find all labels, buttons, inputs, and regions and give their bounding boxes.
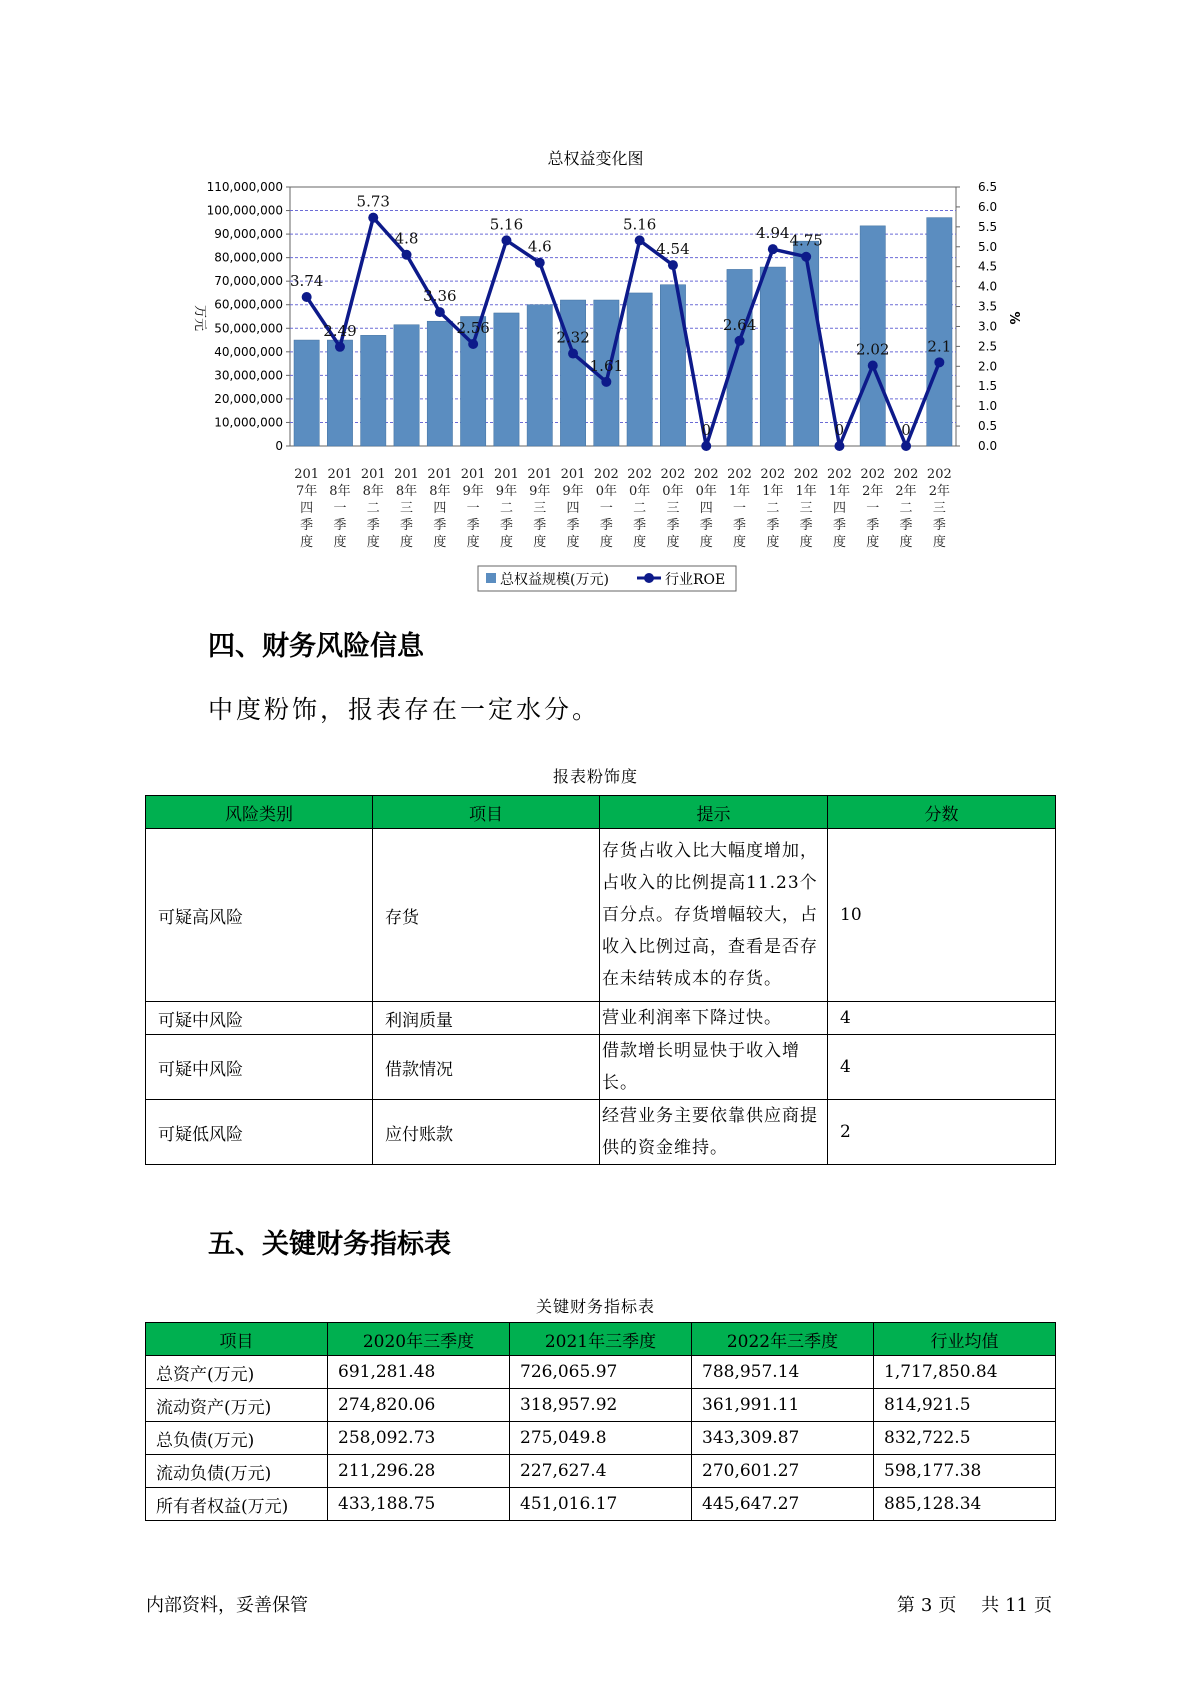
key-table-caption: 关键财务指标表: [535, 1297, 655, 1316]
footer-confidential: 内部资料，妥善保管: [146, 1595, 308, 1616]
table-row: [146, 829, 1056, 1002]
roe-point: [601, 377, 611, 387]
risk-item: 借款情况: [373, 1035, 600, 1100]
y2-tick-label: 2.5: [978, 339, 998, 354]
bar-equity: [727, 269, 752, 446]
bar-equity: [560, 300, 585, 446]
metric-value: 598,177.38: [874, 1455, 1056, 1488]
roe-data-label: 4.54: [656, 240, 690, 259]
y2-tick-label: 4.5: [978, 259, 998, 274]
x-tick-label: 202 0年一季度: [593, 467, 619, 550]
risk-item: 存货: [373, 829, 600, 1002]
metric-value: 814,921.5: [874, 1389, 1056, 1422]
metric-name: 流动负债(万元): [146, 1455, 328, 1488]
header-cell: 风险类别: [146, 796, 373, 829]
x-tick-label: 202 1年二季度: [760, 467, 786, 550]
y-tick-label: 40,000,000: [214, 344, 283, 359]
page-total: 11: [1005, 1595, 1028, 1616]
metric-value: 361,991.11: [692, 1389, 874, 1422]
risk-hint: 营业利润率下降过快。: [600, 1002, 828, 1035]
x-tick-label: 201 9年一季度: [460, 467, 486, 550]
x-tick-label: 202 1年一季度: [727, 467, 752, 550]
risk-item: 应付账款: [373, 1100, 600, 1165]
metric-value: 1,717,850.84: [874, 1356, 1056, 1389]
legend-line-label: 行业ROE: [665, 572, 726, 588]
risk-table-caption: 报表粉饰度: [552, 767, 638, 786]
x-tick-label: 201 8年二季度: [360, 467, 386, 550]
y-tick-label: 100,000,000: [206, 203, 283, 218]
y2-tick-label: 3.5: [978, 299, 998, 314]
y-axis-label: 万元: [192, 304, 207, 332]
x-tick-label: 201 8年四季度: [427, 467, 453, 550]
roe-point: [568, 349, 578, 359]
y-tick-label: 110,000,000: [206, 180, 283, 194]
y-tick-label: 20,000,000: [214, 391, 283, 406]
metric-value: 832,722.5: [874, 1422, 1056, 1455]
y-tick-label: 70,000,000: [214, 274, 283, 289]
roe-data-label: 0: [701, 421, 712, 439]
table-row: [146, 1455, 1056, 1488]
roe-data-label: 2.49: [323, 321, 357, 340]
roe-data-label: 2.02: [856, 340, 890, 359]
roe-point: [901, 441, 911, 451]
roe-point: [635, 235, 645, 245]
x-tick-label: 201 7年四季度: [294, 467, 320, 550]
key-table-header: [146, 1323, 1056, 1356]
header-cell: 2022年三季度: [692, 1323, 874, 1356]
bar-equity: [527, 305, 552, 446]
y-tick-label: 30,000,000: [214, 368, 283, 383]
x-tick-label: 201 9年三季度: [527, 467, 553, 550]
y2-tick-label: 5.0: [978, 239, 998, 254]
risk-category: 可疑中风险: [146, 1035, 373, 1100]
metric-value: 318,957.92: [510, 1389, 692, 1422]
y2-tick-label: 1.5: [978, 379, 998, 394]
metric-value: 445,647.27: [692, 1488, 874, 1521]
metric-name: 流动资产(万元): [146, 1389, 328, 1422]
y-tick-label: 60,000,000: [214, 297, 283, 312]
risk-score: 10: [828, 829, 1056, 1002]
bar-equity: [793, 241, 818, 446]
metric-value: 726,065.97: [510, 1356, 692, 1389]
header-cell: 项目: [146, 1323, 328, 1356]
roe-point: [735, 336, 745, 346]
risk-table: [145, 795, 1056, 1165]
roe-data-label: 2.56: [456, 318, 490, 337]
page-suffix: 页: [938, 1595, 957, 1616]
risk-table-header: [146, 796, 1056, 829]
table-row: [146, 1389, 1056, 1422]
y2-tick-label: 4.0: [978, 279, 998, 294]
metric-value: 275,049.8: [510, 1422, 692, 1455]
roe-data-label: 1.61: [589, 356, 624, 375]
metric-value: 451,016.17: [510, 1488, 692, 1521]
risk-hint: 存货占收入比大幅度增加，占收入的比例提高11.23个百分点。存货增幅较大，占收入比例过高，查看是否存在未结转成本的存货。: [600, 829, 828, 1002]
metric-name: 所有者权益(万元): [146, 1488, 328, 1521]
x-tick-label: 202 2年二季度: [893, 467, 919, 550]
roe-point: [868, 361, 878, 371]
y-tick-label: 50,000,000: [214, 321, 283, 336]
total-prefix: 共: [981, 1595, 1000, 1616]
bar-equity: [927, 218, 952, 446]
y2-tick-label: 0.5: [978, 419, 998, 434]
table-row: [146, 1035, 1056, 1100]
x-tick-label: 202 2年三季度: [926, 467, 952, 550]
key-financial-table: [145, 1322, 1056, 1521]
roe-point: [768, 244, 778, 254]
x-tick-label: 201 8年一季度: [327, 467, 353, 550]
y2-axis-label: %: [1006, 311, 1021, 325]
roe-point: [335, 342, 345, 352]
legend-bar-label: 总权益规模(万元): [500, 572, 609, 588]
y2-tick-label: 1.0: [978, 399, 998, 414]
risk-category: 可疑中风险: [146, 1002, 373, 1035]
roe-data-label: 5.16: [622, 215, 657, 234]
x-tick-label: 202 2年一季度: [860, 467, 886, 550]
x-tick-label: 201 9年二季度: [494, 467, 519, 550]
risk-score: 4: [828, 1002, 1056, 1035]
risk-summary: 中度粉饰，报表存在一定水分。: [208, 695, 601, 724]
y-tick-label: 0: [275, 439, 283, 453]
y2-tick-label: 2.0: [978, 359, 998, 374]
metric-value: 274,820.06: [328, 1389, 510, 1422]
roe-data-label: 5.73: [356, 192, 390, 211]
roe-data-label: 0: [901, 421, 911, 439]
y2-tick-label: 6.5: [978, 180, 998, 194]
risk-category: 可疑高风险: [146, 829, 373, 1002]
roe-point: [501, 235, 511, 245]
metric-value: 343,309.87: [692, 1422, 874, 1455]
metric-value: 227,627.4: [510, 1455, 692, 1488]
section5-heading: 五、关键财务指标表: [208, 1229, 451, 1260]
legend-line-marker: [644, 573, 654, 583]
risk-item: 利润质量: [373, 1002, 600, 1035]
bar-equity: [361, 335, 386, 446]
roe-point: [468, 339, 478, 349]
roe-data-label: 2.32: [556, 328, 590, 347]
header-cell: 提示: [600, 796, 828, 829]
bar-equity: [627, 293, 652, 446]
roe-point: [402, 250, 412, 260]
bar-equity: [294, 340, 319, 446]
section4-heading: 四、财务风险信息: [208, 631, 424, 662]
x-tick-label: 202 0年二季度: [627, 467, 653, 550]
roe-data-label: 4.6: [527, 237, 552, 256]
metric-name: 总资产(万元): [146, 1356, 328, 1389]
roe-point: [801, 252, 811, 262]
roe-data-label: 2.64: [722, 315, 757, 334]
roe-data-label: 4.8: [394, 229, 419, 248]
bar-equity: [394, 325, 419, 446]
risk-hint: 借款增长明显快于收入增长。: [600, 1035, 828, 1100]
y-tick-label: 10,000,000: [214, 415, 283, 430]
header-cell: 2020年三季度: [328, 1323, 510, 1356]
chart-title: 总权益变化图: [547, 149, 644, 168]
metric-value: 270,601.27: [692, 1455, 874, 1488]
header-cell: 项目: [373, 796, 600, 829]
metric-value: 211,296.28: [328, 1455, 510, 1488]
metric-value: 691,281.48: [328, 1356, 510, 1389]
risk-category: 可疑低风险: [146, 1100, 373, 1165]
metric-name: 总负债(万元): [146, 1422, 328, 1455]
roe-data-label: 3.36: [423, 287, 457, 306]
metric-value: 788,957.14: [692, 1356, 874, 1389]
roe-point: [668, 260, 678, 270]
bar-equity: [760, 267, 785, 446]
roe-data-label: 5.16: [489, 215, 524, 234]
roe-data-label: 2.1: [927, 337, 952, 356]
bar-equity: [327, 340, 352, 446]
x-tick-label: 201 8年三季度: [394, 467, 419, 550]
roe-point: [368, 213, 378, 223]
bar-equity: [860, 226, 885, 446]
header-cell: 分数: [828, 796, 1056, 829]
metric-value: 885,128.34: [874, 1488, 1056, 1521]
x-tick-label: 202 0年四季度: [693, 467, 719, 550]
roe-data-label: 4.94: [756, 224, 790, 243]
roe-point: [535, 258, 545, 268]
bar-equity: [427, 321, 452, 446]
table-row: [146, 1488, 1056, 1521]
table-row: [146, 1100, 1056, 1165]
page-current: 3: [920, 1595, 933, 1616]
legend-bar-swatch: [486, 573, 496, 583]
x-tick-label: 201 9年四季度: [560, 467, 586, 550]
y2-tick-label: 5.5: [978, 219, 998, 234]
x-tick-label: 202 1年四季度: [827, 467, 852, 550]
roe-point: [834, 441, 844, 451]
risk-score: 2: [828, 1100, 1056, 1165]
risk-score: 4: [828, 1035, 1056, 1100]
roe-point: [701, 441, 711, 451]
equity-chart: [0, 0, 1191, 600]
bar-equity: [494, 313, 519, 446]
y-tick-label: 90,000,000: [214, 227, 283, 242]
x-tick-label: 202 1年三季度: [793, 467, 819, 550]
y2-tick-label: 3.0: [978, 319, 998, 334]
total-suffix: 页: [1034, 1595, 1052, 1616]
page-prefix: 第: [896, 1595, 915, 1616]
y2-tick-label: 6.0: [978, 199, 998, 214]
header-cell: 行业均值: [874, 1323, 1056, 1356]
y2-tick-label: 0.0: [978, 439, 998, 453]
roe-data-label: 3.74: [289, 271, 324, 290]
roe-point: [934, 357, 944, 367]
y-tick-label: 80,000,000: [214, 250, 283, 265]
roe-data-label: 4.75: [789, 231, 823, 250]
x-tick-label: 202 0年三季度: [660, 467, 686, 550]
roe-point: [435, 307, 445, 317]
roe-point: [302, 292, 312, 302]
metric-value: 433,188.75: [328, 1488, 510, 1521]
header-cell: 2021年三季度: [510, 1323, 692, 1356]
roe-data-label: 0: [834, 421, 845, 439]
risk-hint: 经营业务主要依靠供应商提供的资金维持。: [600, 1100, 828, 1165]
table-row: [146, 1002, 1056, 1035]
metric-value: 258,092.73: [328, 1422, 510, 1455]
table-row: [146, 1422, 1056, 1455]
footer-page-number: [894, 1591, 1055, 1617]
table-row: [146, 1356, 1056, 1389]
